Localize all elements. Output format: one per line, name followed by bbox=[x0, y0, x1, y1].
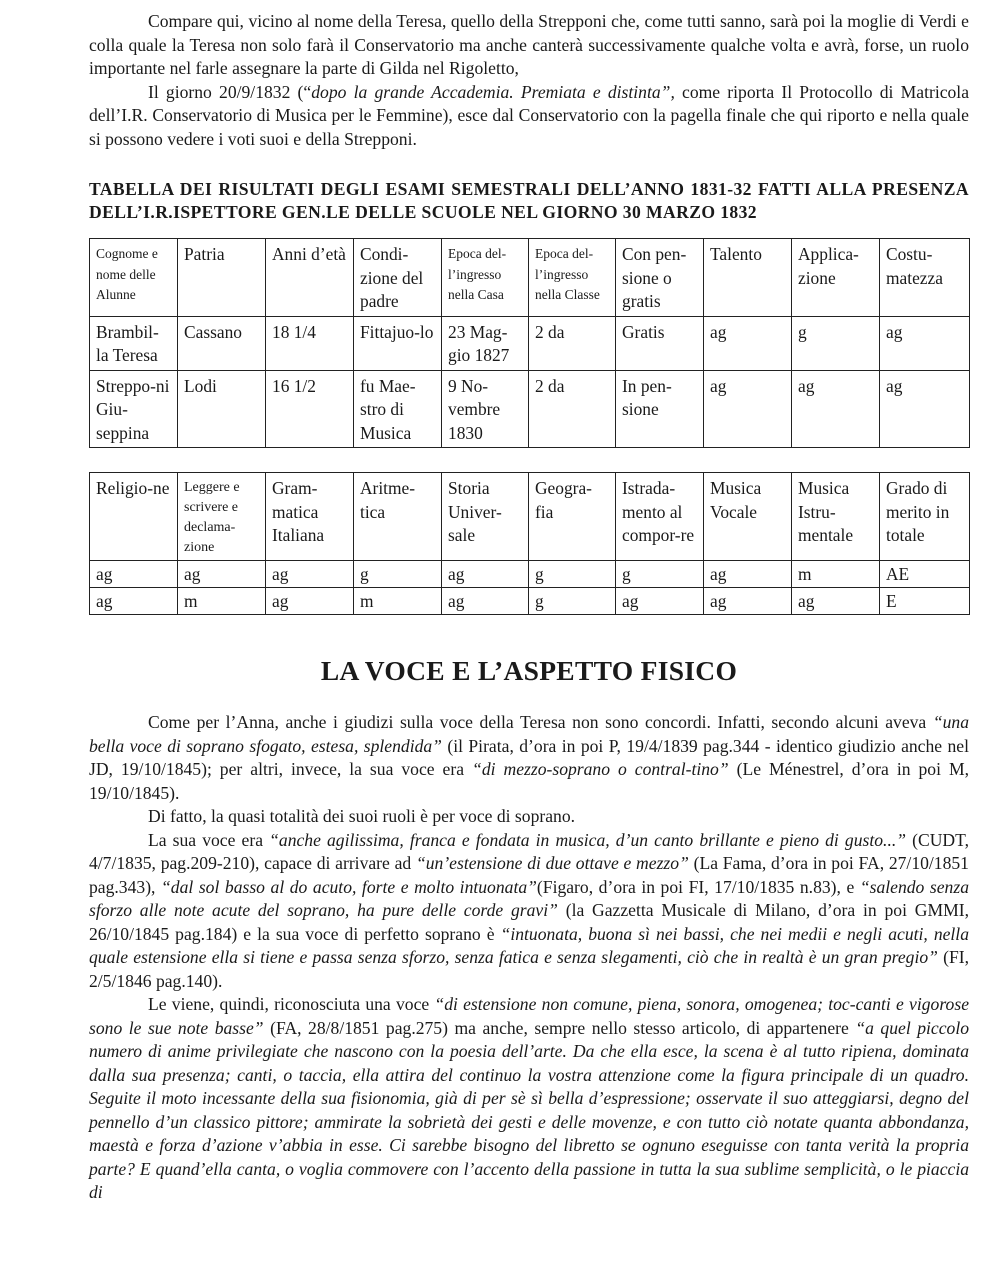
header-cell: Con pen-sione o gratis bbox=[616, 239, 704, 317]
table-cell: fu Mae-stro di Musica bbox=[354, 370, 442, 448]
table-row bbox=[90, 370, 970, 448]
table-row bbox=[90, 561, 970, 588]
table-cell: m bbox=[178, 588, 266, 615]
table-cell: m bbox=[354, 588, 442, 615]
body-paragraph-3 bbox=[89, 829, 969, 994]
body-text: La sua voce era bbox=[148, 829, 270, 850]
header-cell: Istrada-mento al compor-re bbox=[616, 473, 704, 561]
table-cell: ag bbox=[704, 561, 792, 588]
header-cell: Aritme-tica bbox=[354, 473, 442, 561]
body-paragraph-2: Di fatto, la quasi totalità dei suoi ruoli è per voce di soprano. bbox=[148, 806, 576, 826]
header-cell: Condi-zione del padre bbox=[354, 239, 442, 317]
header-cell: Anni d’età bbox=[266, 239, 354, 317]
body-text: (il Pirata, d’ora in poi P, 19/4/1839 pag.344 - identico giudizio anche nel JD, 19/10/1845); per altri, invece, la sua voce era bbox=[89, 735, 969, 779]
body-text: (FI, 2/5/1846 pag.140). bbox=[89, 947, 969, 991]
header-cell: Musica Vocale bbox=[704, 473, 792, 561]
header-cell: Costu-matezza bbox=[880, 239, 970, 317]
table-cell: ag bbox=[616, 588, 704, 615]
body-text: (CUDT, 4/7/1835, pag.209-210), capace di arrivare ad bbox=[89, 829, 969, 873]
table-cell: Brambil-la Teresa bbox=[90, 316, 178, 370]
body-text: (la Gazzetta Musicale di Milano, d’ora in poi GMMI, 26/10/1845 pag.184) e la sua voce di perfetto soprano è bbox=[89, 900, 969, 944]
table-cell: g bbox=[529, 588, 616, 615]
body-text: (La Fama, d’ora in poi FA, 27/10/1851 pag.343), bbox=[89, 853, 969, 897]
body-section bbox=[89, 711, 969, 1205]
table-cell: 23 Mag-gio 1827 bbox=[442, 316, 529, 370]
table-cell: ag bbox=[90, 588, 178, 615]
header-cell: Epoca del-l’ingresso nella Classe bbox=[529, 239, 616, 317]
header-cell: Applica-zione bbox=[792, 239, 880, 317]
header-cell: Geogra-fia bbox=[529, 473, 616, 561]
intro-section bbox=[89, 0, 969, 151]
table-cell: ag bbox=[90, 561, 178, 588]
table-header-row bbox=[90, 473, 970, 561]
table-cell: In pen-sione bbox=[616, 370, 704, 448]
body-quote: “dal sol basso al do acuto, forte e molto intuonata” bbox=[161, 876, 537, 897]
header-cell: Grado di merito in totale bbox=[880, 473, 970, 561]
table-cell: 16 1/2 bbox=[266, 370, 354, 448]
table-cell: Streppo-ni Giu-seppina bbox=[90, 370, 178, 448]
table-cell: ag bbox=[880, 370, 970, 448]
table-cell: g bbox=[792, 316, 880, 370]
table-cell: 9 No-vembre 1830 bbox=[442, 370, 529, 448]
header-cell: Gram-matica Italiana bbox=[266, 473, 354, 561]
table-cell: m bbox=[792, 561, 880, 588]
table-cell: ag bbox=[880, 316, 970, 370]
table-cell: 18 1/4 bbox=[266, 316, 354, 370]
table-cell: ag bbox=[266, 561, 354, 588]
table-cell: ag bbox=[704, 370, 792, 448]
body-paragraph-1 bbox=[89, 711, 969, 805]
table-header-row bbox=[90, 239, 970, 317]
body-text: (FA, 28/8/1851 pag.275) ma anche, sempre nello stesso articolo, di appartenere bbox=[263, 1017, 856, 1038]
table-cell: Fittajuo-lo bbox=[354, 316, 442, 370]
table-cell: ag bbox=[442, 588, 529, 615]
section-title: LA VOCE E L’ASPETTO FISICO bbox=[320, 655, 738, 686]
body-quote: “a quel piccolo numero di anime privilegiate che nascono con la poesia dell’arte. Da che ella esce, la scena è al tutto ripiena, dominata dalla sua presenza; canti, o taccia, ella attira del continuo la vostra attenzione come la figura principale di un quadro. Seguite il moto incessante della sua fisionomia, già di per sè sì bella d’espressione; osservate il suo atteggiarsi, degno del pennello d’un classico pittore; ammirate la sobrietà dei gesti e delle movenze, e con tutto ciò notate quanta abbondanza, maestà e forza d’azione v’abbia in esse. Ci sarebbe bisogno del libretto se ognuno eseguisse con tanta verità la propria parte? E quand’ella canta, o voglia commovere con l’accento della passione in tutta la sua sublime semplicità, o le piaccia di bbox=[89, 1017, 969, 1202]
table-cell: Cassano bbox=[178, 316, 266, 370]
table-cell: 2 da bbox=[529, 370, 616, 448]
header-cell: Musica Istru-mentale bbox=[792, 473, 880, 561]
header-cell: Talento bbox=[704, 239, 792, 317]
intro-paragraph-1: Compare qui, vicino al nome della Teresa, quello della Strepponi che, come tutti sanno, sarà poi la moglie di Verdi e colla quale la Teresa non solo farà il Conservatorio ma anche canterà successivamente qualche volta e avrà, forse, un ruolo importante nel farle assegnare la parte di Gilda nel Rigoletto, bbox=[89, 11, 969, 78]
body-text: (Le Ménestrel, d’ora in poi M, 19/10/1845). bbox=[89, 759, 970, 803]
body-quote: “anche agilissima, franca e fondata in musica, d’un canto brillante e pieno di gusto...” bbox=[269, 829, 907, 850]
table-cell: E bbox=[880, 588, 970, 615]
body-paragraph-4 bbox=[89, 993, 969, 1205]
table-cell: g bbox=[354, 561, 442, 588]
table-row bbox=[90, 588, 970, 615]
intro-paragraph-2 bbox=[89, 81, 969, 152]
body-quote: “un’estensione di due ottave e mezzo” bbox=[415, 853, 689, 873]
header-cell: Cognome e nome delle Alunne bbox=[90, 239, 178, 317]
header-cell: Storia Univer-sale bbox=[442, 473, 529, 561]
table-cell: ag bbox=[792, 370, 880, 448]
table-cell: ag bbox=[266, 588, 354, 615]
table-row bbox=[90, 316, 970, 370]
table-cell: AE bbox=[880, 561, 970, 588]
table-cell: ag bbox=[178, 561, 266, 588]
document-page bbox=[89, 0, 969, 1205]
table-cell: ag bbox=[792, 588, 880, 615]
table-cell: 2 da bbox=[529, 316, 616, 370]
table-cell: ag bbox=[442, 561, 529, 588]
body-quote: “intuonata, buona sì nei bassi, che nei medii e negli acuti, nella quale estensione ella si tiene e passa senza sforzo, senza fatica e senza slegamenti, ciò che in realtà è un gran pregio” bbox=[89, 923, 969, 967]
table-cell: g bbox=[616, 561, 704, 588]
table-cell: ag bbox=[704, 588, 792, 615]
body-quote: “di estensione non comune, piena, sonora, omogenea; toc-canti e vigorose sono le sue note basse” bbox=[89, 994, 969, 1038]
body-quote: “una bella voce di soprano sfogato, estesa, splendida” bbox=[89, 712, 969, 756]
body-quote: “salendo senza sforzo alle note acute del soprano, ha pure delle corde gravi” bbox=[89, 876, 969, 920]
results-table-2 bbox=[89, 472, 970, 615]
header-cell: Epoca del-l’ingresso nella Casa bbox=[442, 239, 529, 317]
body-text: Come per l’Anna, anche i giudizi sulla voce della Teresa non sono concordi. Infatti, secondo alcuni aveva bbox=[148, 712, 933, 732]
table-cell: Gratis bbox=[616, 316, 704, 370]
results-table-1 bbox=[89, 238, 970, 448]
intro-paragraph-2-quote: dopo la grande Accademia. Premiata e distinta”, bbox=[311, 81, 675, 102]
header-cell: Religio-ne bbox=[90, 473, 178, 561]
body-quote: “di mezzo-soprano o contral-tino” bbox=[472, 759, 729, 779]
body-text: (Figaro, d’ora in poi FI, 17/10/1835 n.83), e bbox=[536, 876, 860, 897]
table-cell: g bbox=[529, 561, 616, 588]
intro-paragraph-2-text: come riporta Il Protocollo di Matricola dell’I.R. Conservatorio di Musica per le Femmine), esce dal Conservatorio con la pagella finale che qui riporto e nella quale si possono vedere i voti suoi e della Strepponi. bbox=[89, 81, 970, 149]
header-cell: Leggere e scrivere e declama-zione bbox=[178, 473, 266, 561]
header-cell: Patria bbox=[178, 239, 266, 317]
body-text: Le viene, quindi, riconosciuta una voce bbox=[148, 994, 435, 1014]
table-cell: ag bbox=[704, 316, 792, 370]
table-title: TABELLA DEI RISULTATI DEGLI ESAMI SEMESTRALI DELL’ANNO 1831-32 FATTI ALLA PRESENZA DELL’I.R.ISPETTORE GEN.LE DELLE SCUOLE NEL GIORNO 30 MARZO 1832 bbox=[89, 179, 969, 222]
table-cell: Lodi bbox=[178, 370, 266, 448]
intro-paragraph-2-text: Il giorno 20/9/1832 (“ bbox=[148, 81, 312, 102]
